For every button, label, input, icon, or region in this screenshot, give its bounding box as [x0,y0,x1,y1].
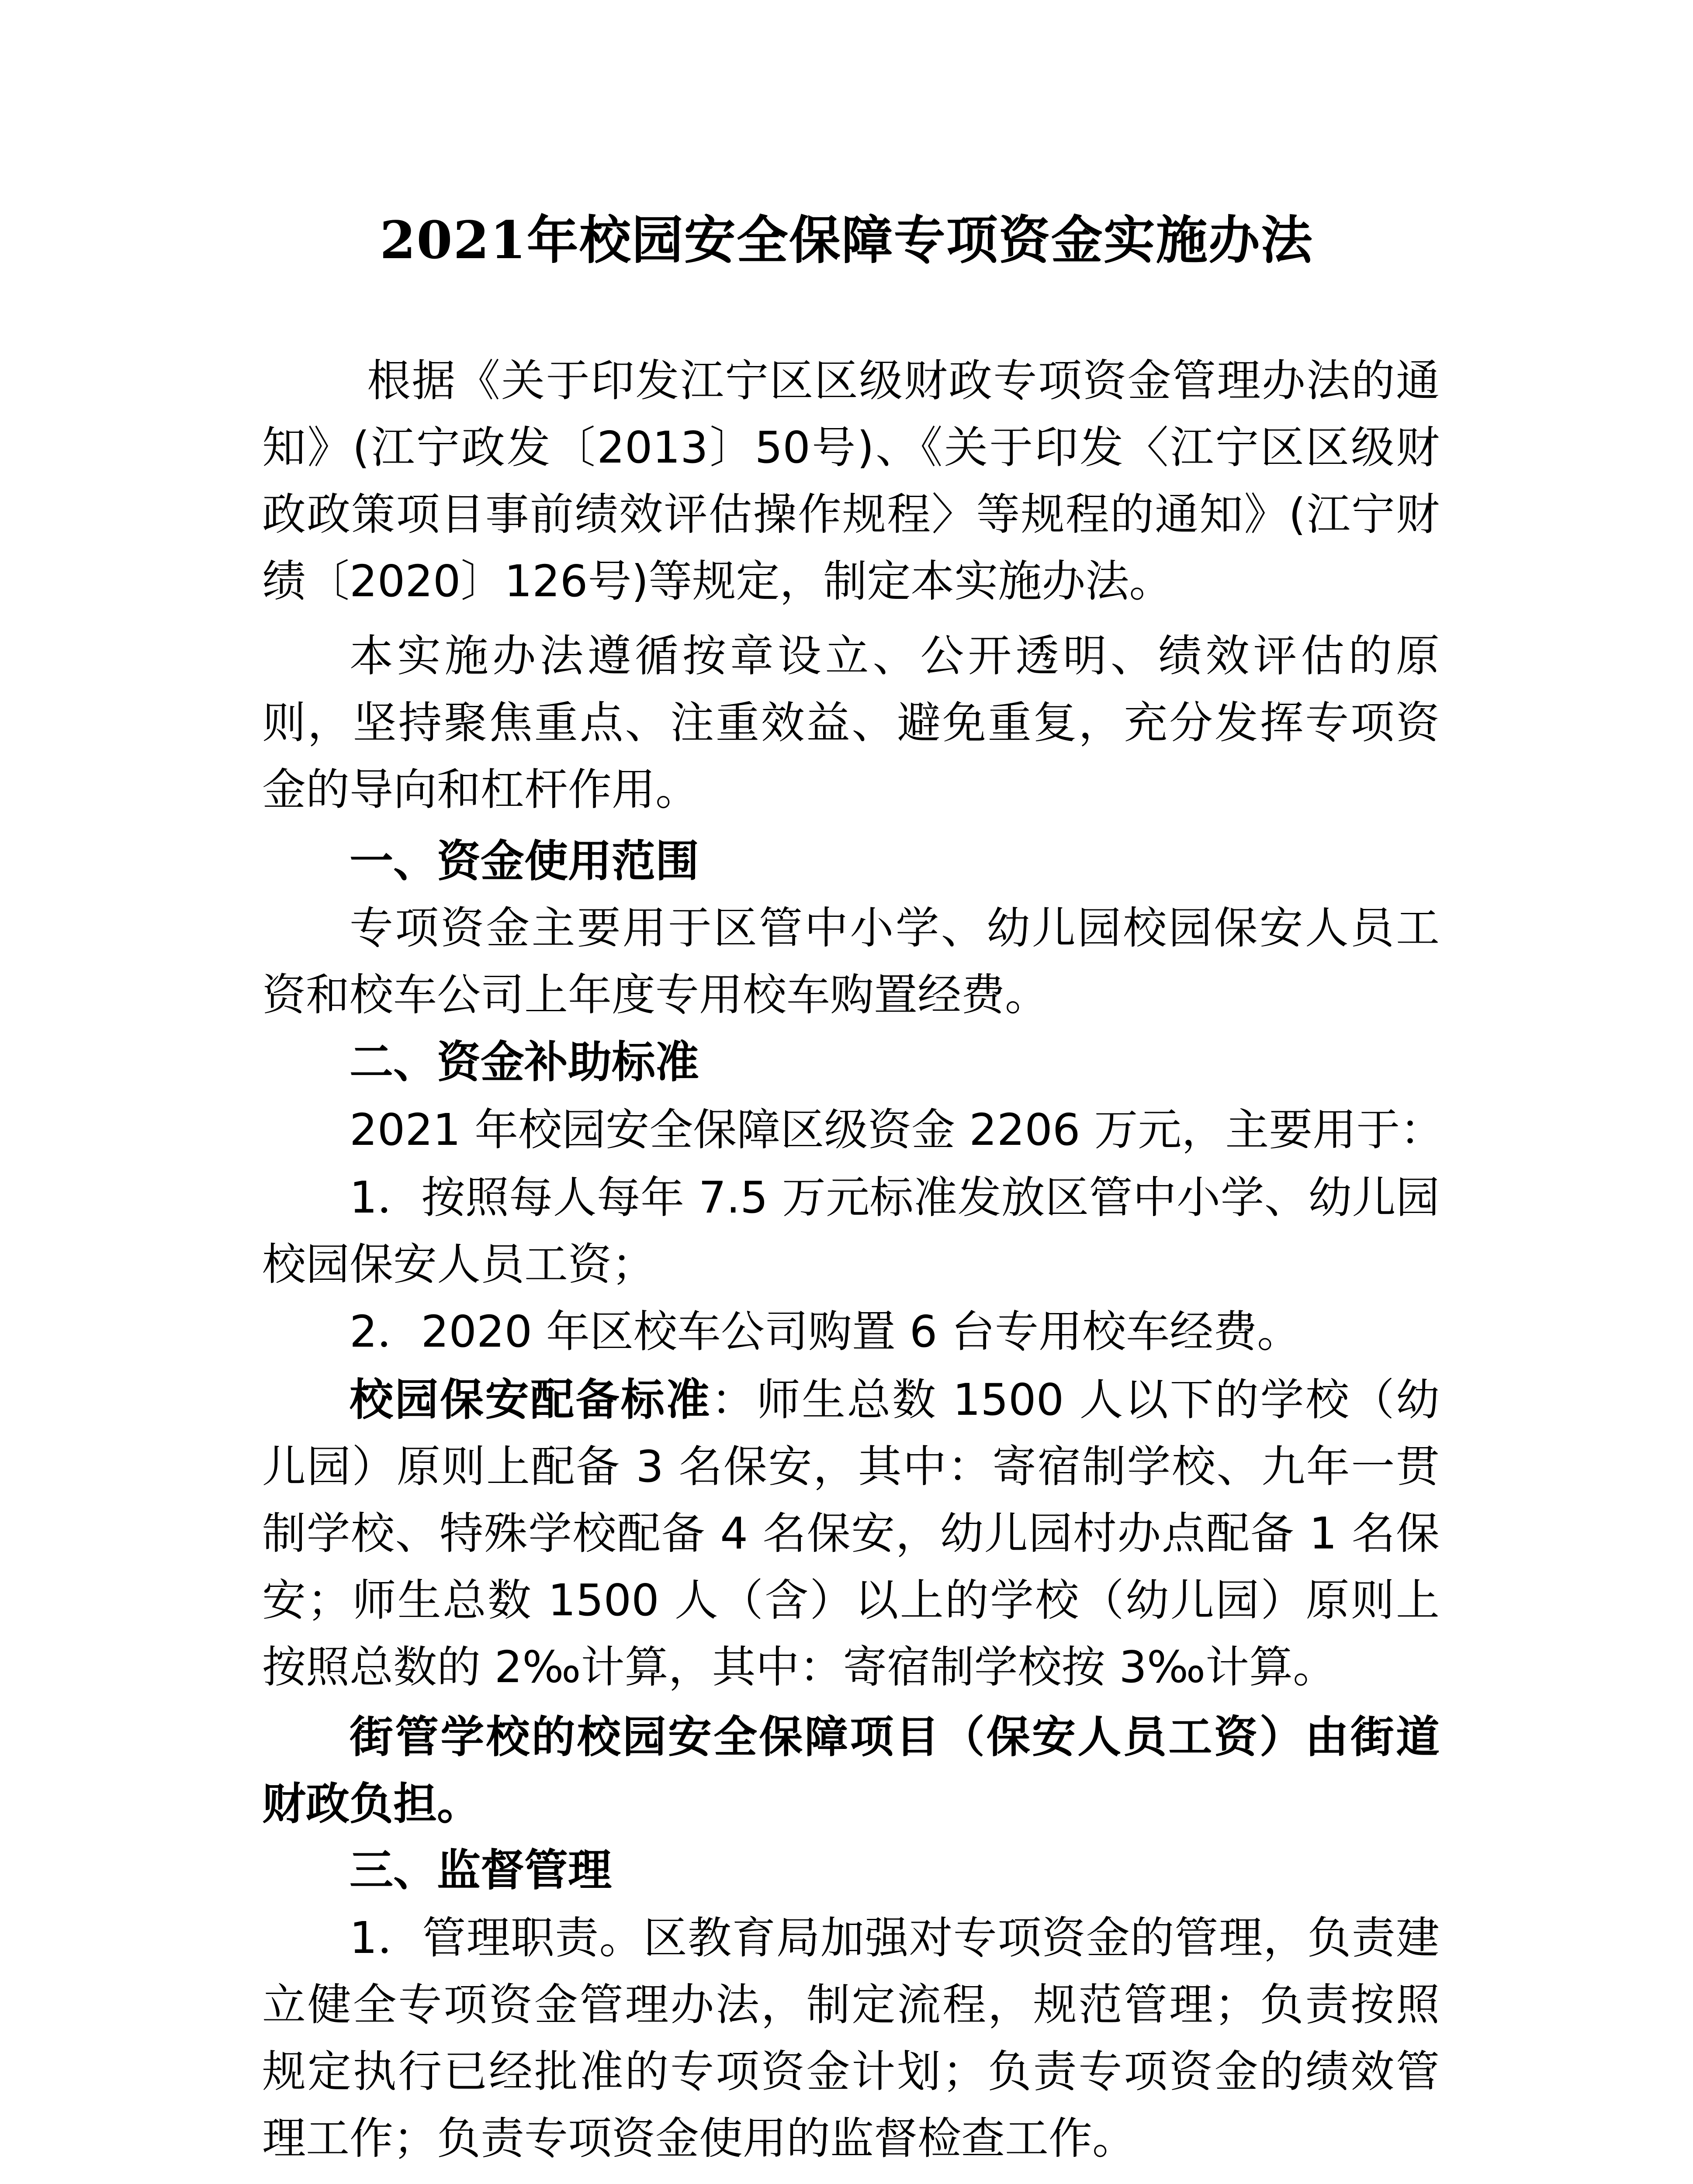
paragraph-management-duties: 1．管理职责。区教育局加强对专项资金的管理，负责建立健全专项资金管理办法，制定流程，规范管理；负责按照规定执行已经批准的专项资金计划；负责专项资金的绩效管理工作；负责专项资金使用的监督检查工作。 [262,1912,1440,2164]
paragraph-staffing-standard [262,1366,1440,1700]
staffing-standard-text: ：师生总数 1500 人以下的学校（幼儿园）原则上配备 3 名保安，其中：寄宿制学校、九年一贯制学校、特殊学校配备 4 名保安，幼儿园村办点配备 1 名保安；师生总数 1500 人（含）以上的学校（幼儿园）原则上按照总数的 2‰计算，其中：寄宿制学校按 3‰计算。 [262,1374,1440,1693]
document-title: 2021年校园安全保障专项资金实施办法 [380,210,1313,270]
section-heading-supervision: 三、监督管理 [350,1845,612,1896]
section-heading-standard: 二、资金补助标准 [350,1037,699,1088]
section-heading-scope: 一、资金使用范围 [350,836,699,887]
paragraph-street-schools: 街管学校的校园安全保障项目（保安人员工资）由街道财政负担。 [262,1711,1440,1829]
paragraph-scope: 专项资金主要用于区管中小学、幼儿园校园保安人员工资和校车公司上年度专用校车购置经费。 [262,902,1440,1020]
paragraph-funding-total: 2021 年校园安全保障区级资金 2206 万元，主要用于： [350,1104,1444,1155]
staffing-standard-label: 校园保安配备标准 [350,1374,711,1425]
paragraph-principles: 本实施办法遵循按章设立、公开透明、绩效评估的原则，坚持聚焦重点、注重效益、避免重复，充分发挥专项资金的导向和杠杆作用。 [262,630,1440,815]
paragraph-legal-basis: 根据《关于印发江宁区区级财政专项资金管理办法的通知》(江宁政发〔2013〕50号)、《关于印发〈江宁区区级财政政策项目事前绩效评估操作规程〉等规程的通知》(江宁财绩〔2020〕126号)等规定，制定本实施办法。 [262,355,1440,607]
paragraph-item-2: 2．2020 年区校车公司购置 6 台专用校车经费。 [350,1306,1301,1357]
paragraph-item-1: 1．按照每人每年 7.5 万元标准发放区管中小学、幼儿园校园保安人员工资； [262,1172,1440,1290]
